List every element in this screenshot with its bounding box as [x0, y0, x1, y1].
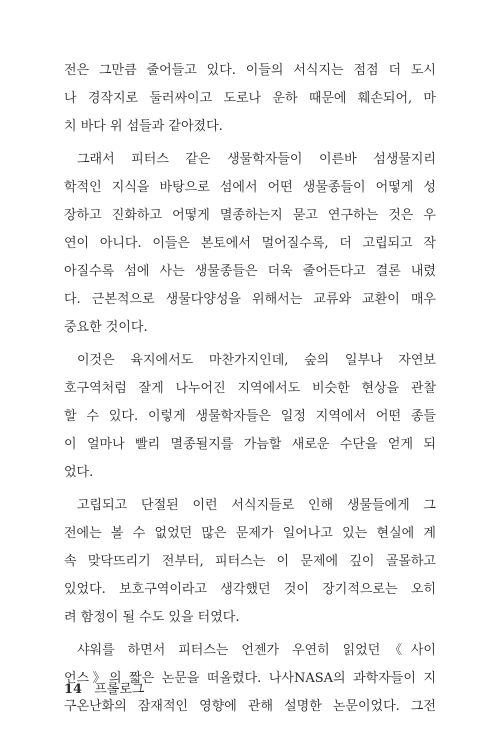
text-line: 려 함정이 될 수도 있을 터였다. [64, 610, 240, 625]
text-line: 있었다. 보호구역이라고 생각했던 것이 장기적으로는 오히 [64, 582, 436, 597]
text-line: 장하고 진화하고 어떻게 멸종하는지 묻고 연구하는 것은 우 [64, 208, 436, 223]
paragraph [64, 146, 436, 342]
paragraph [64, 492, 436, 632]
text-line: 중요한 것이다. [64, 320, 148, 335]
text-line: 그래서 피터스 같은 생물학자들이 이른바 섬생물지리 [77, 152, 436, 167]
paragraph [64, 347, 436, 487]
section-title: 프롤로그 [94, 682, 145, 697]
page-body [64, 57, 436, 721]
text-line: 아질수록 섬에 사는 생물종들은 더욱 줄어든다고 결론 내렸 [64, 264, 436, 279]
text-line: 샤워를 하면서 피터스는 언젠가 우연히 읽었던《사이 [77, 643, 436, 658]
text-line: 었다. [64, 465, 94, 480]
text-line: 치 바다 위 섬들과 같아졌다. [64, 119, 223, 134]
text-line: 학적인 지식을 바탕으로 섬에서 어떤 생물종들이 어떻게 성 [64, 180, 436, 195]
text-line: 고립되고 단절된 이런 서식지들로 인해 생물들에게 그 [77, 498, 436, 513]
text-line: 호구역처럼 잘게 나누어진 지역에서도 비슷한 현상을 관찰 [64, 381, 436, 396]
text-line: 연이 아니다. 이들은 본토에서 멀어질수록, 더 고립되고 작 [64, 236, 436, 251]
text-line: 할 수 있다. 이렇게 생물학자들은 일정 지역에서 어떤 종들 [64, 409, 436, 424]
text-line: 이것은 육지에서도 마찬가지인데, 숲의 일부나 자연보 [77, 353, 436, 368]
page-number: 14 [64, 682, 83, 697]
text-line: 언스》의 짧은 논문을 떠올렸다. 나사NASA의 과학자들이 지 [64, 671, 436, 686]
page-footer [64, 678, 144, 697]
text-line: 다. 근본적으로 생물다양성을 위해서는 교류와 교환이 매우 [64, 292, 436, 307]
paragraph [64, 57, 436, 141]
text-line: 구온난화의 잠재적인 영향에 관해 설명한 논문이었다. 그전 [64, 699, 436, 714]
text-line: 전에는 볼 수 없었던 많은 문제가 일어나고 있는 현실에 계 [64, 526, 436, 541]
text-line: 나 경작지로 둘러싸이고 도로나 운하 때문에 훼손되어, 마 [64, 91, 436, 106]
text-line: 전은 그만큼 줄어들고 있다. 이들의 서식지는 점점 더 도시 [64, 63, 436, 78]
text-line: 이 얼마나 빨리 멸종될지를 가늠할 새로운 수단을 얻게 되 [64, 437, 436, 452]
text-line: 속 맞닥뜨리기 전부터, 피터스는 이 문제에 깊이 골몰하고 [64, 554, 436, 569]
